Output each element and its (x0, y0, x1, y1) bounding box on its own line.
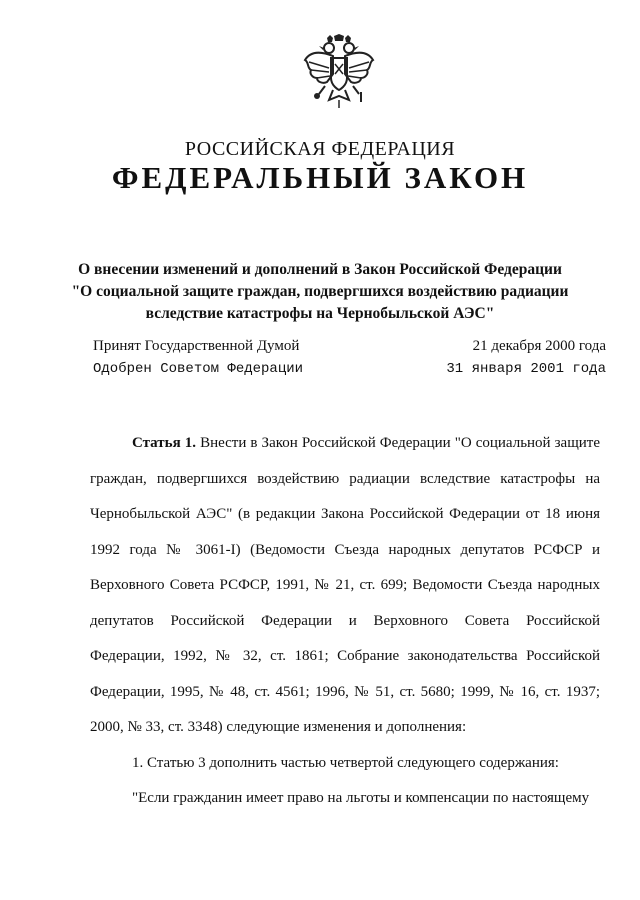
article-text: Внести в Закон Российской Федерации "О социальной защите граждан, подвергшихся воздействию радиации вследствие катастрофы на Чернобыльской АЭС" (в редакции Закона Российской Федерации от 18 июня 1992 года № 3061-I) (Ведомости Съезда народных депутатов РСФСР и Верховного Совета РСФСР, 1991, № 21, ст. 699; Ведомости Съезда народных депутатов Российской Федерации и Верховного Совета Российской Федерации, 1992, № 32, ст. 1861; Собрание законодательства Российской Федерации, 1995, № 48, ст. 4561; 1996, № 51, ст. 5680; 1999, № 16, ст. 1937; 2000, № 33, ст. 3348) следующие изменения и дополнения: (90, 435, 601, 735)
article-1-paragraph (90, 426, 600, 746)
law-title (60, 259, 580, 325)
approved-label: Одобрен Советом Федерации (93, 361, 304, 377)
adopted-date: 21 декабря 2000 года (472, 338, 606, 354)
country-name: РОССИЙСКАЯ ФЕДЕРАЦИЯ (184, 138, 456, 160)
adoption-labels (93, 335, 303, 381)
law-body (90, 426, 600, 817)
quote-paragraph: "Если гражданин имеет право на льготы и компенсации по настоящему (132, 790, 590, 806)
law-title-line: вследствие катастрофы на Чернобыльской АЭС" (145, 305, 495, 322)
law-title-line: О внесении изменений и дополнений в Закон Российской Федерации (78, 261, 562, 278)
double-headed-eagle-icon (303, 34, 375, 110)
law-type-heading: ФЕДЕРАЛЬНЫЙ ЗАКОН (111, 160, 529, 195)
item-1-paragraph: 1. Статью 3 дополнить частью четвертой следующего содержания: (132, 754, 559, 771)
adopted-label: Принят Государственной Думой (93, 338, 300, 354)
law-title-line: "О социальной защите граждан, подвергшихся воздействию радиации (71, 283, 569, 300)
approved-date: 31 января 2001 года (446, 361, 606, 377)
adoption-dates (446, 335, 606, 381)
article-label: Статья 1. (132, 435, 197, 451)
